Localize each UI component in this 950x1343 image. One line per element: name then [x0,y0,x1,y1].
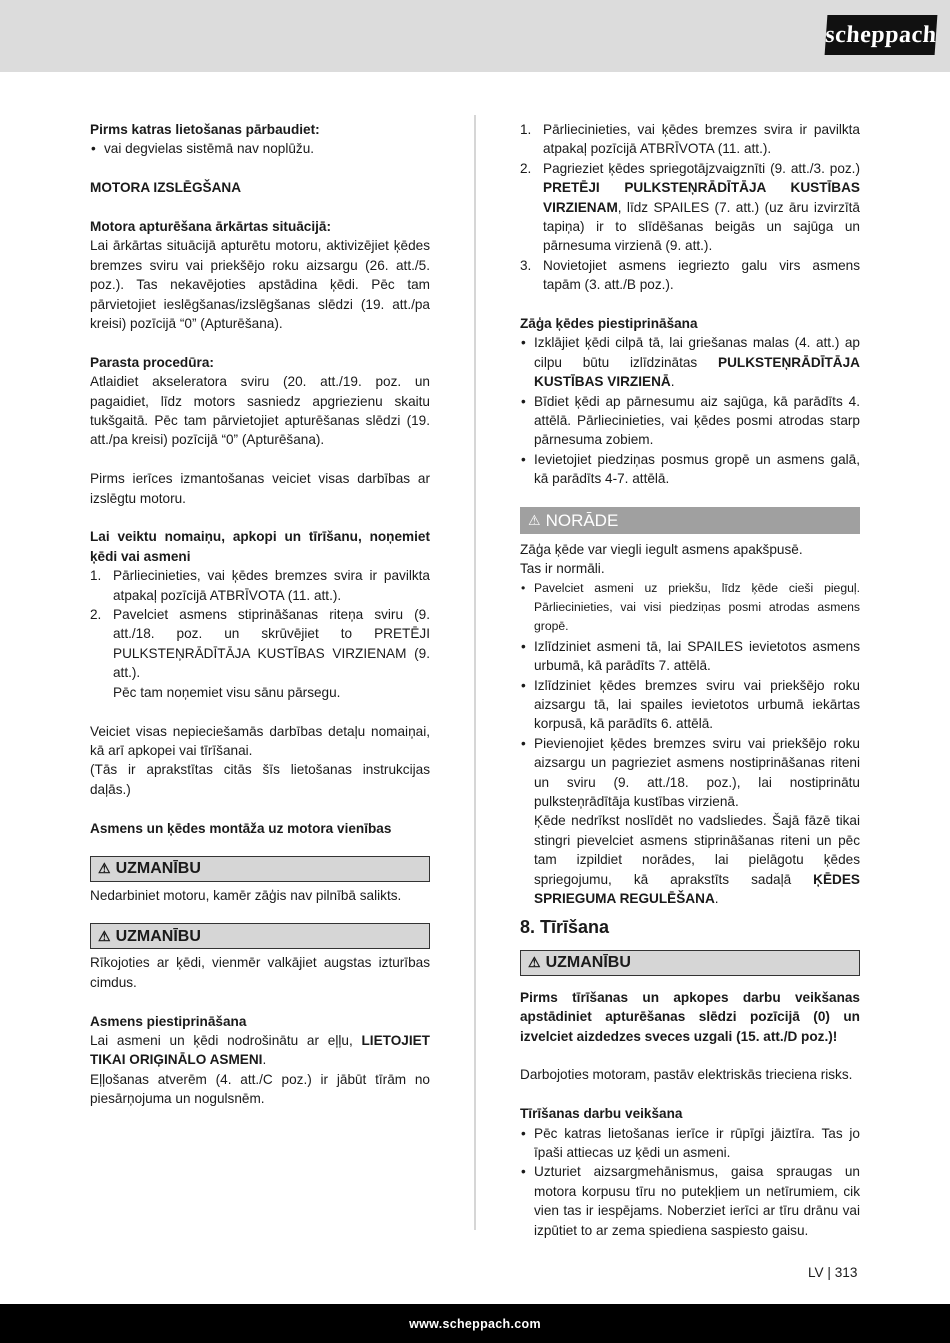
heading: Parasta procedūra: [90,354,214,370]
warning-box: ⚠ UZMANĪBU [90,856,430,882]
paragraph: Lai asmeni un ķēdi nodrošinātu ar eļļu, LIETOJIET TIKAI ORIĢINĀLO ASMENI. [90,1032,430,1068]
website-link[interactable]: www.scheppach.com [409,1316,541,1331]
paragraph: Rīkojoties ar ķēdi, vienmēr valkājiet augstas izturības cimdus. [90,955,430,990]
bullet-item: • Bīdiet ķēdi ap pārnesumu aiz sajūga, kā parādīts 4. attēlā. Pārliecinieties, vai ķēdes posmi atrodas starp pārnesuma zobiem. [520,392,860,450]
warning-triangle-icon: ⚠ [98,860,111,877]
heading: Asmens piestiprināšana [90,1013,247,1029]
paragraph: Lai ārkārtas situācijā apturētu motoru, aktivizējiet ķēdes bremzes sviru vai priekšējo roku aizsargu (26. att./5. poz.). Tas nekavējoties apstādina ķēdi. Pēc tam pārvietojiet ieslēgšanas/izslēgšanas slēdzi (19. att./pa kreisi) pozīcijā “0” (Apturēšana). [90,238,430,332]
warning-box: ⚠ UZMANĪBU [520,950,860,976]
column-divider [474,115,476,1230]
paragraph: Pirms ierīces izmantošanas veiciet visas darbības ar izslēgtu motoru. [90,471,430,506]
numbered-item: 1. Pārliecinieties, vai ķēdes bremzes svira ir pavilkta atpakaļ pozīcijā ATBRĪVOTA (11. att.). [520,122,860,157]
paragraph: Tas ir normāli. [520,561,605,577]
heading: Motora apturēšana ārkārtas situācijā: [90,219,332,234]
page-number: LV | 313 [808,1265,858,1280]
numbered-item: 1. Pārliecinieties, vai ķēdes bremzes svira ir pavilkta atpakaļ pozīcijā ATBRĪVOTA (11. att.). [90,568,430,603]
note-box: ⚠ NORĀDE [520,507,860,534]
left-column [90,120,430,1109]
heading: Lai veiktu nomaiņu, apkopi un tīrīšanu, noņemiet ķēdi vai asmeni [90,529,430,564]
numbered-item: 2. Pavelciet asmens stiprināšanas riteņa sviru (9. att./18. poz. un skrūvējiet to PRETĒJI PULKSTEŅRĀDĪTĀJA KUSTĪBAS VIRZIENAM (9. att.). [90,607,430,681]
warning-triangle-icon: ⚠ [98,927,111,944]
paragraph: (Tās ir aprakstītas citās šīs lietošanas instrukcijas daļās.) [90,762,430,797]
paragraph: Veiciet visas nepieciešamās darbības detaļu nomaiņai, kā arī apkopei vai tīrīšanai. [90,723,430,758]
bullet-item: • Ievietojiet piedziņas posmus gropē un asmens galā, kā parādīts 4-7. attēlā. [520,450,860,489]
heading: Tīrīšanas darbu veikšana [520,1106,683,1122]
paragraph: Nedarbiniet motoru, kamēr zāģis nav pilnībā salikts. [90,887,402,903]
paragraph: Pirms tīrīšanas un apkopes darbu veikšanas apstādiniet apturēšanas slēdzi pozīcijā (0) un izvelciet aizdedzes sveces uzgali (15. att./D poz.)! [520,989,860,1044]
bullet-item: • Izlīdziniet ķēdes bremzes sviru vai priekšējo roku aizsargu tā, lai spailes ievietotos urbumā iekārtas korpusā, kā parādīts 6. attēlā. [520,676,860,734]
numbered-item-continuation: Pēc tam noņemiet visu sānu pārsegu. [113,684,341,700]
heading: Asmens un ķēdes montāža uz motora vienības [90,820,392,836]
paragraph: Darbojoties motoram, pastāv elektriskās trieciena risks. [520,1067,853,1083]
warning-box: ⚠ UZMANĪBU [90,923,430,949]
paragraph: Zāģa ķēde var viegli iegult asmens apakšpusē. [520,541,803,557]
right-column [520,120,860,1240]
paragraph: Atlaidiet akseleratora sviru (20. att./19. poz. un pagaidiet, līdz motors sasniedz apgriezienu skaitu tukšgaitā. Pēc tam pārvietojiet apturēšanas slēdzi (19. att./pa kreisi) pozīcijā “0” (Apturēšana). [90,374,430,448]
bullet-item: • Izlīdziniet asmeni tā, lai SPAILES ievietotos asmens urbumā, kā parādīts 7. attēlā. [520,637,860,676]
heading: Zāģa ķēdes piestiprināšana [520,316,698,332]
warning-triangle-icon: ⚠ [528,511,541,528]
section-heading: MOTORA IZSLĒGŠANA [90,180,242,196]
section-title: 8. Tīrīšana [520,917,610,938]
bullet-item: • Uzturiet aizsargmehānismus, gaisa spraugas un motora korpusu tīru no putekļiem un netīrumiem, cik vien tas ir iespējams. Noberziet ierīci ar tīru drānu vai izpūtiet to ar zema spiediena saspiesto gaisu. [520,1162,860,1240]
bullet-item-continuation: Ķēde nedrīkst noslīdēt no vadsliedes. Šajā fāzē tikai stingri pievelciet asmens stiprināšanas riteni un pēc tam izpildiet norādes, lai pielāgotu ķēdes spriegojumu, kā aprakstīts sadaļā ĶĒDES SPRIEGUMA REGULĒŠANA. [534,813,860,907]
bullet-item: • Izklājiet ķēdi cilpā tā, lai griešanas malas (4. att.) ap cilpu būtu izlīdzinātas PULKSTEŅRĀDĪTĀJA KUSTĪBAS VIRZIENĀ. [520,333,860,391]
numbered-item: 3. Novietojiet asmens iegriezto galu virs asmens tapām (3. att./B poz.). [520,257,860,293]
bullet-item: • Pēc katras lietošanas ierīce ir rūpīgi jāiztīra. Tas jo īpaši attiecas uz ķēdi un asmeni. [520,1124,860,1163]
footer-bar [0,1304,950,1343]
numbered-item: 2. Pagrieziet ķēdes spriegotājzvaigznīti (9. att./3. poz.) PRETĒJI PULKSTEŅRĀDĪTĀJA KUSTĪBAS VIRZIENAM, līdz SPAILES (7. att.) (uz āru izvirzītā tapiņa) ir to slīdēšanas beigās un sajūga un pārnesuma virzienā (9. att.). [520,160,860,254]
header-bar [0,0,950,72]
scheppach-logo: scheppach [825,15,938,55]
paragraph: Eļļošanas atverēm (4. att./C poz.) ir jābūt tīrām no piesārņojuma un nogulsnēm. [90,1071,430,1107]
bullet-item: • Pavelciet asmeni uz priekšu, līdz ķēde cieši pieguļ. Pārliecinieties, vai visi piedziņas posmi atrodas asmens gropē. [520,579,860,637]
bullet-item: • Pievienojiet ķēdes bremzes sviru vai priekšējo roku aizsargu un pagrieziet asmens nostiprināšanas riteni un sviru (9. att./18. poz.), lai nostiprinātu pulksteņrādītāja kustības virzienā. [520,734,860,812]
warning-triangle-icon: ⚠ [528,954,541,971]
heading: Pirms katras lietošanas pārbaudiet: [90,122,320,137]
bullet-item: • vai degvielas sistēmā nav noplūžu. [90,139,430,158]
